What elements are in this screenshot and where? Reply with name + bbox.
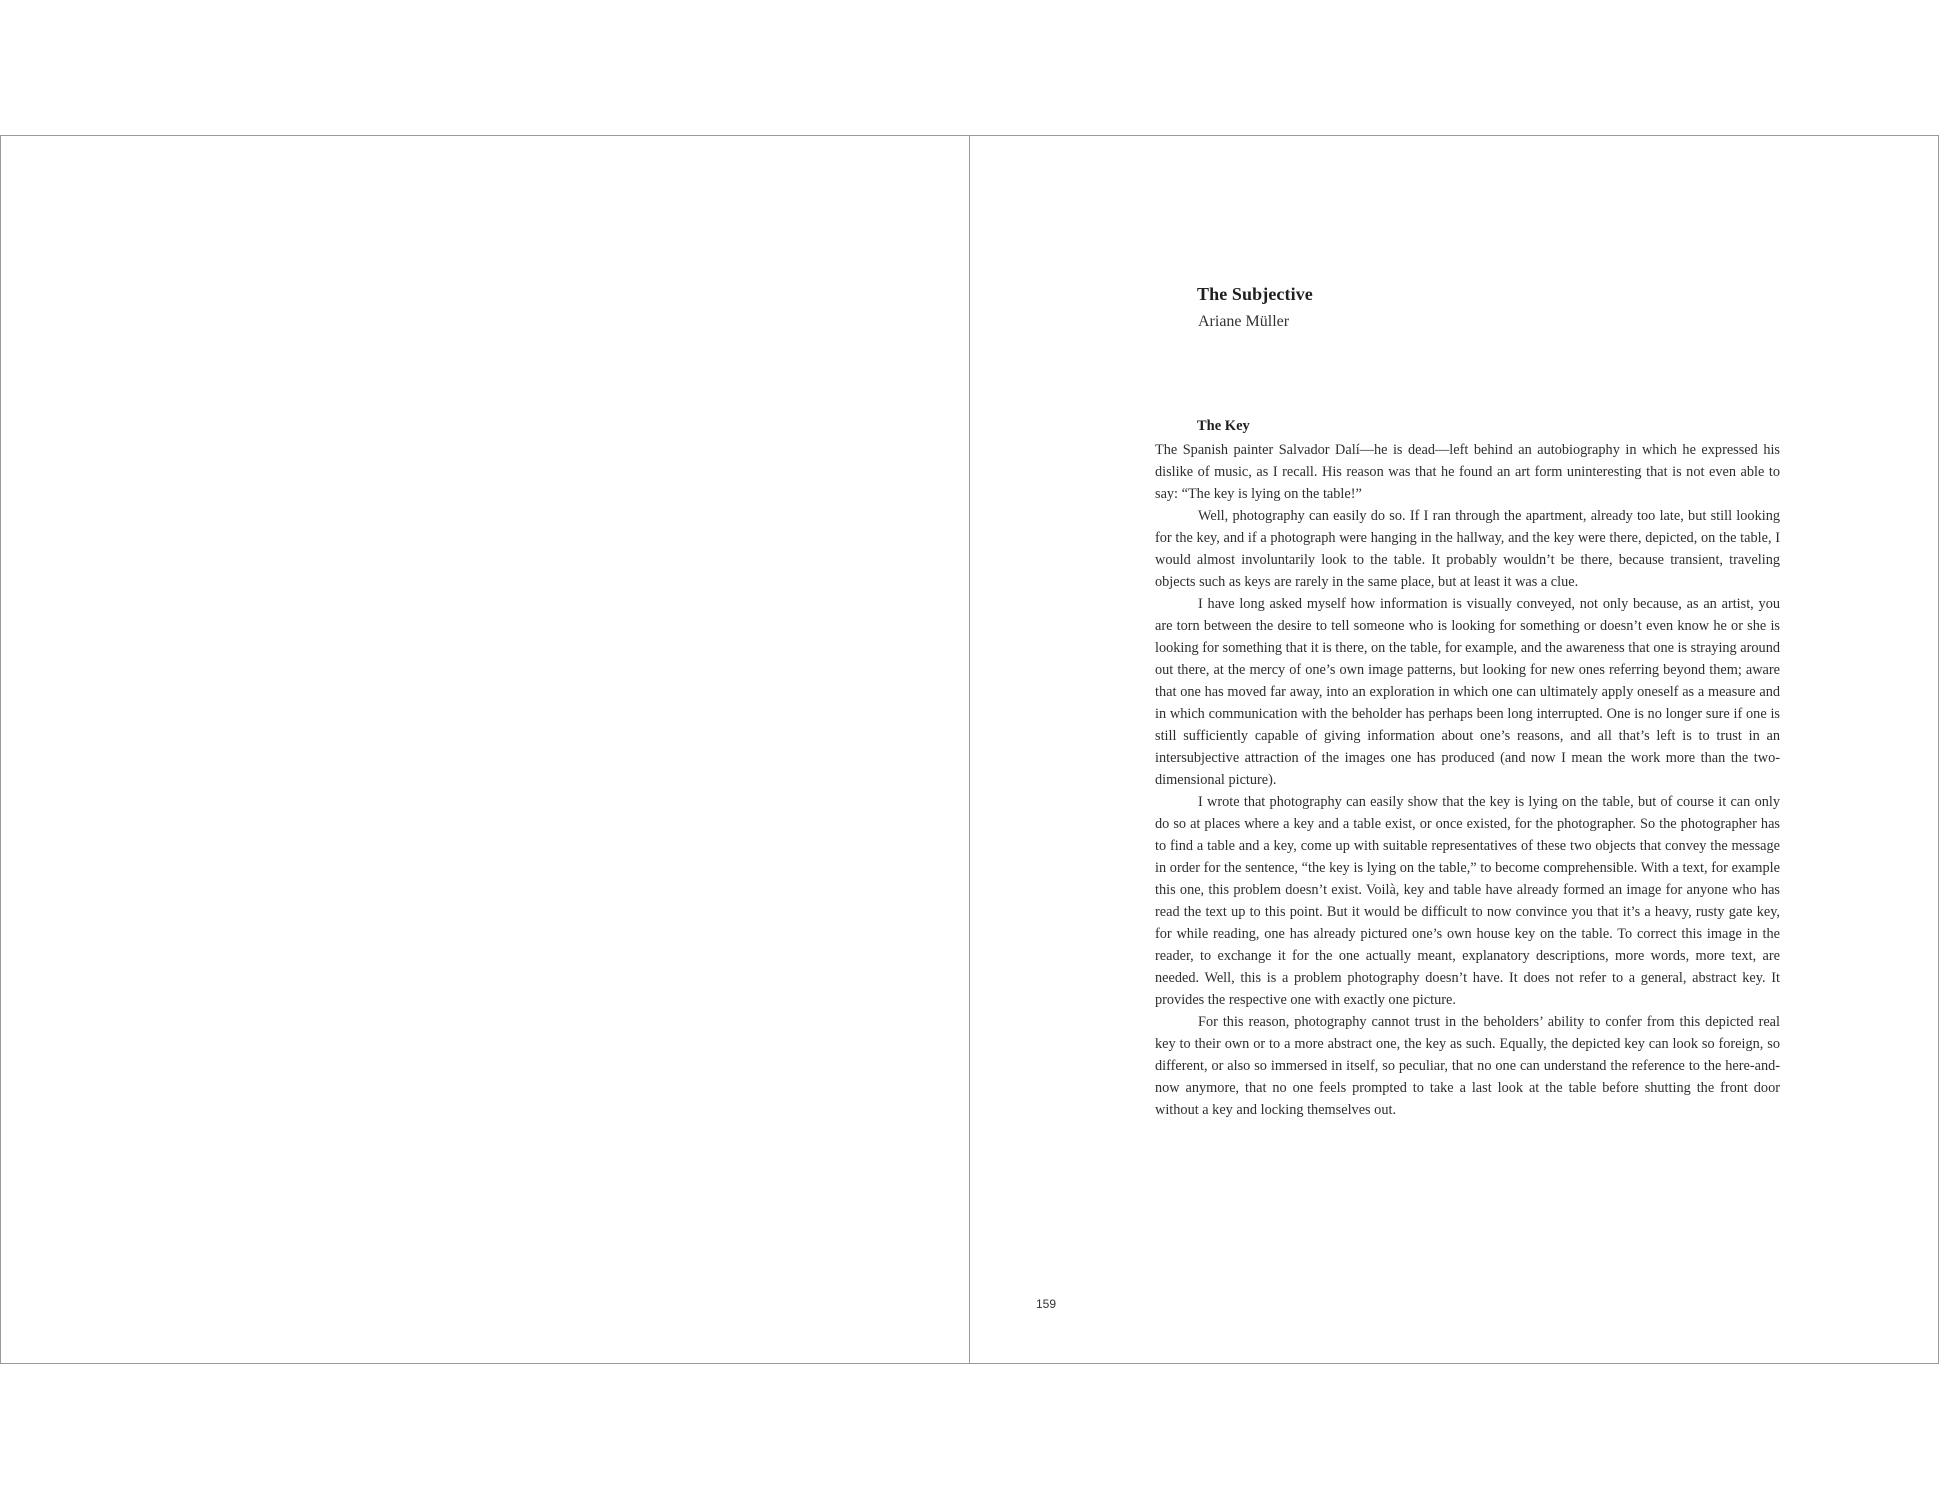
paragraph: Well, photography can easily do so. If I ran through the apartment, already too late, but still looking for the key, and if a photograph were hanging in the hallway, and the key were there, depicted, on the table, I would almost involuntarily look to the table. It probably wouldn’t be there, because transient, traveling objects such as keys are rarely in the same place, but at least it was a clue. xyxy=(1155,508,1780,590)
book-spread xyxy=(0,135,1939,1364)
paragraph: I have long asked myself how information is visually conveyed, not only because, as an artist, you are torn between the desire to tell someone who is looking for something or doesn’t even know he or she is looking for something that it is there, on the table, for example, and the awareness that one is straying around out there, at the mercy of one’s own image patterns, but looking for new ones referring beyond them; aware that one has moved far away, into an exploration in which one can ultimately apply oneself as a measure and in which communication with the beholder has perhaps been long interrupted. One is no longer sure if one is still sufficiently capable of giving information about one’s reasons, and all that’s left is to trust in an intersubjective attraction of the images one has produced (and now I mean the work more than the two-dimensional picture). xyxy=(1155,596,1780,788)
essay-title: The Subjective xyxy=(1197,284,1313,304)
essay-author: Ariane Müller xyxy=(1198,313,1290,330)
section-heading: The Key xyxy=(1197,418,1250,434)
paragraph: The Spanish painter Salvador Dalí—he is dead—left behind an autobiography in which he expressed his dislike of music, as I recall. His reason was that he found an art form uninteresting that is not even able to say: “The key is lying on the table!” xyxy=(1155,442,1780,502)
page-number: 159 xyxy=(1036,1297,1057,1311)
left-page xyxy=(1,136,970,1363)
right-page xyxy=(970,136,1939,1363)
essay-body xyxy=(1155,439,1780,1121)
paragraph: For this reason, photography cannot trust in the beholders’ ability to confer from this depicted real key to their own or to a more abstract one, the key as such. Equally, the depicted key can look so foreign, so different, or also so immersed in itself, so peculiar, that no one can understand the reference to the here-and-now anymore, that no one feels prompted to take a last look at the table before shutting the front door without a key and locking themselves out. xyxy=(1155,1014,1780,1118)
paragraph: I wrote that photography can easily show that the key is lying on the table, but of course it can only do so at places where a key and a table exist, or once existed, for the photographer. So the photographer has to find a table and a key, come up with suitable representatives of these two objects that convey the message in order for the sentence, “the key is lying on the table,” to become comprehensible. With a text, for example this one, this problem doesn’t exist. Voilà, key and table have already formed an image for anyone who has read the text up to this point. But it would be difficult to now convince you that it’s a heavy, rusty gate key, for while reading, one has already pictured one’s own house key on the table. To correct this image in the reader, to exchange it for the one actually meant, explanatory descriptions, more words, more text, are needed. Well, this is a problem photography doesn’t have. It does not refer to a general, abstract key. It provides the respective one with exactly one picture. xyxy=(1155,794,1780,1008)
